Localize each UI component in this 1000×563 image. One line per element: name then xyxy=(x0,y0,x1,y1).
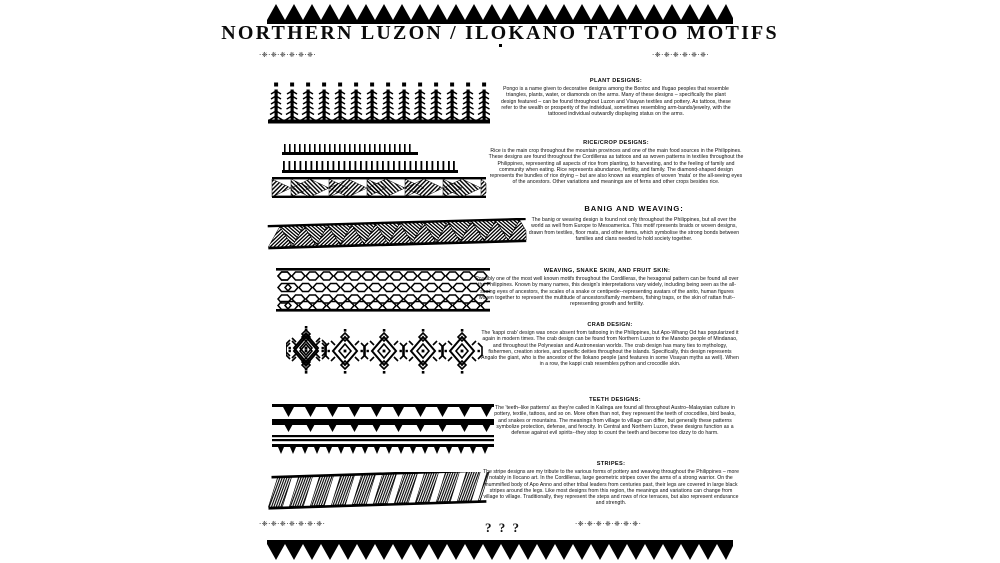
section-stripes-text xyxy=(482,461,740,507)
section-banig-text xyxy=(526,204,742,242)
section-teeth-text xyxy=(490,397,740,436)
section-snakeskin-text xyxy=(474,268,740,307)
section-plant-text xyxy=(500,78,732,117)
teeth-triangle-bands xyxy=(272,404,494,460)
footer-chain-divider-right: ·❈·❈·❈·❈·❈·❈·❈· xyxy=(575,520,642,528)
section-crab-body: The 'kappi crab' design was once absent from tattooing in the Philippines, but Apo-Whang Od has popularized it again in modern times. The crab design can be found from Northern Luzon to the Manobo people of Mindanao, and throughout the Polynesian and Austronesian worlds. The crab design has many ties to mythology, fishermen, creation stories, and specific deities throughout the islands. Specifically, this design represents Angalo the giant, who is the ancestor of the Ilokano people (and features in some Visayan myths as well). When in a row, the kappi crab resembles python and crocodile skin. xyxy=(481,330,739,368)
section-crab-text xyxy=(480,322,740,368)
section-banig-body: The banig or weaving design is found not only throughout the Philippines, but all over the world as well from Europe to Mesoamerica. This motif rpresents braids or woven designs, drawn from textiles, floor mats, and other items, which symbolise the strong bonds between families and clans needed to hold society together. xyxy=(528,217,740,242)
section-teeth-heading: TEETH DESIGNS: xyxy=(589,397,641,403)
header-chain-divider-left: ·❈·❈·❈·❈·❈·❈· xyxy=(259,51,317,59)
bottom-sawtooth-border xyxy=(267,540,733,563)
section-snakeskin-body: Possibly one of the most well known motifs throughout the Cordilleras, the hexagonal pattern can be found all over the Philippines. Known by many names, this design's interpretations vary widely, including being seen as the all-seeing eyes of ancestors, the scales of a snake or centipede--representing avatars of the anito, human figures woven together to represent the multitude of ancestors/family members, fishing traps, or the skin of rattan fruit--representing growth and fertility. xyxy=(475,276,739,308)
section-stripes-body: The stripe designs are my tribute to the various forms of pottery and weaving throughout the Philippines – more notably in Ilocano art. In the Cordilleras, large geometric stripes cover the arms of a strong warrior. On the mummified body of Apo Anno and other tribal leaders from centuries past, their legs are covered in large black stripes around the legs. Like most designs from this region, the meanings and variations can change from village to village. Traditionally, they represent the steps and rows of rice terraces, but also represent endurance and strength. xyxy=(482,469,740,507)
footer-question-marks: ? ? ? xyxy=(485,520,521,535)
section-rice-crop-body: Rice is the main crop throughout the mountain provinces and one of the main food sources in the Philippines. These designs are found throughout the Cordilleras as tattoos and as woven patterns in textiles throughout the Philippines, representing all aspects of rice from planting, to harvesting, and to the feeling of family and community when eating. Rice represents abundance, fertility, and family. The diamond-shaped design represents the bundles of rice drying – but are also known as examples of woven 'mata' or the all-seeing eyes of the ancestors. Other variations and meanings are of ferns and other crops besides rice. xyxy=(488,148,744,186)
kappi-crab-diamond-band xyxy=(286,326,486,378)
section-snakeskin-heading: WEAVING, SNAKE SKIN, AND FRUIT SKIN: xyxy=(543,268,671,274)
section-crab-heading: CRAB DESIGN: xyxy=(587,322,633,328)
section-plant-heading: PLANT DESIGNS: xyxy=(589,78,643,84)
section-rice-crop-text xyxy=(488,140,744,186)
footer-chain-divider-left: ·❈·❈·❈·❈·❈·❈·❈· xyxy=(259,520,326,528)
section-rice-crop-heading: RICE/CROP DESIGNS: xyxy=(583,140,649,146)
section-teeth-body: The 'teeth–like patterns' as they're called in Kalinga are found all throughout Austro–Malaysian culture in pottery, textile, tattoos, and so on. More often than not, they represent the teeth of crocodiles, bird beaks, and snakes or mountains. The meanings from village to village can differ, but generally these patterns symbolize protection, defense, and ferocity. In Central and Northern Luzon, these designs function as a defense against evil spirits--they stop to count the teeth and become too dizzy to do harm. xyxy=(494,405,736,437)
section-plant-body: Pongo is a name given to decorative designs among the Bontoc and Ifugao peoples that resemble triangles, plants, water, or diamonds on the arms. Many of these designs – specifically the plant design featured – can be found throughout Luzon and Visayan textiles and pottery. As tattoos, these refer to the wealth or prosperity of the individual, sometimes resembling arm-bands/jewelry, with the tattooed individual outwardly displaying status on the arms. xyxy=(501,86,731,118)
honeycomb-hexagon-band xyxy=(276,268,490,312)
section-stripes-heading: STRIPES: xyxy=(596,461,626,467)
top-sawtooth-border xyxy=(267,2,733,24)
plant-stem-motif-band xyxy=(268,80,490,125)
rice-comb-and-diamond-bands xyxy=(268,142,490,198)
title-dot-ornament xyxy=(499,44,502,47)
banig-zigzag-hatch-band xyxy=(266,218,528,254)
section-banig-heading: BANIG AND WEAVING: xyxy=(584,204,684,213)
page-title: NORTHERN LUZON / ILOKANO TATTOO MOTIFS xyxy=(221,22,779,44)
header-chain-divider-right: ·❈·❈·❈·❈·❈·❈· xyxy=(652,51,710,59)
diagonal-stripe-band xyxy=(268,472,492,514)
